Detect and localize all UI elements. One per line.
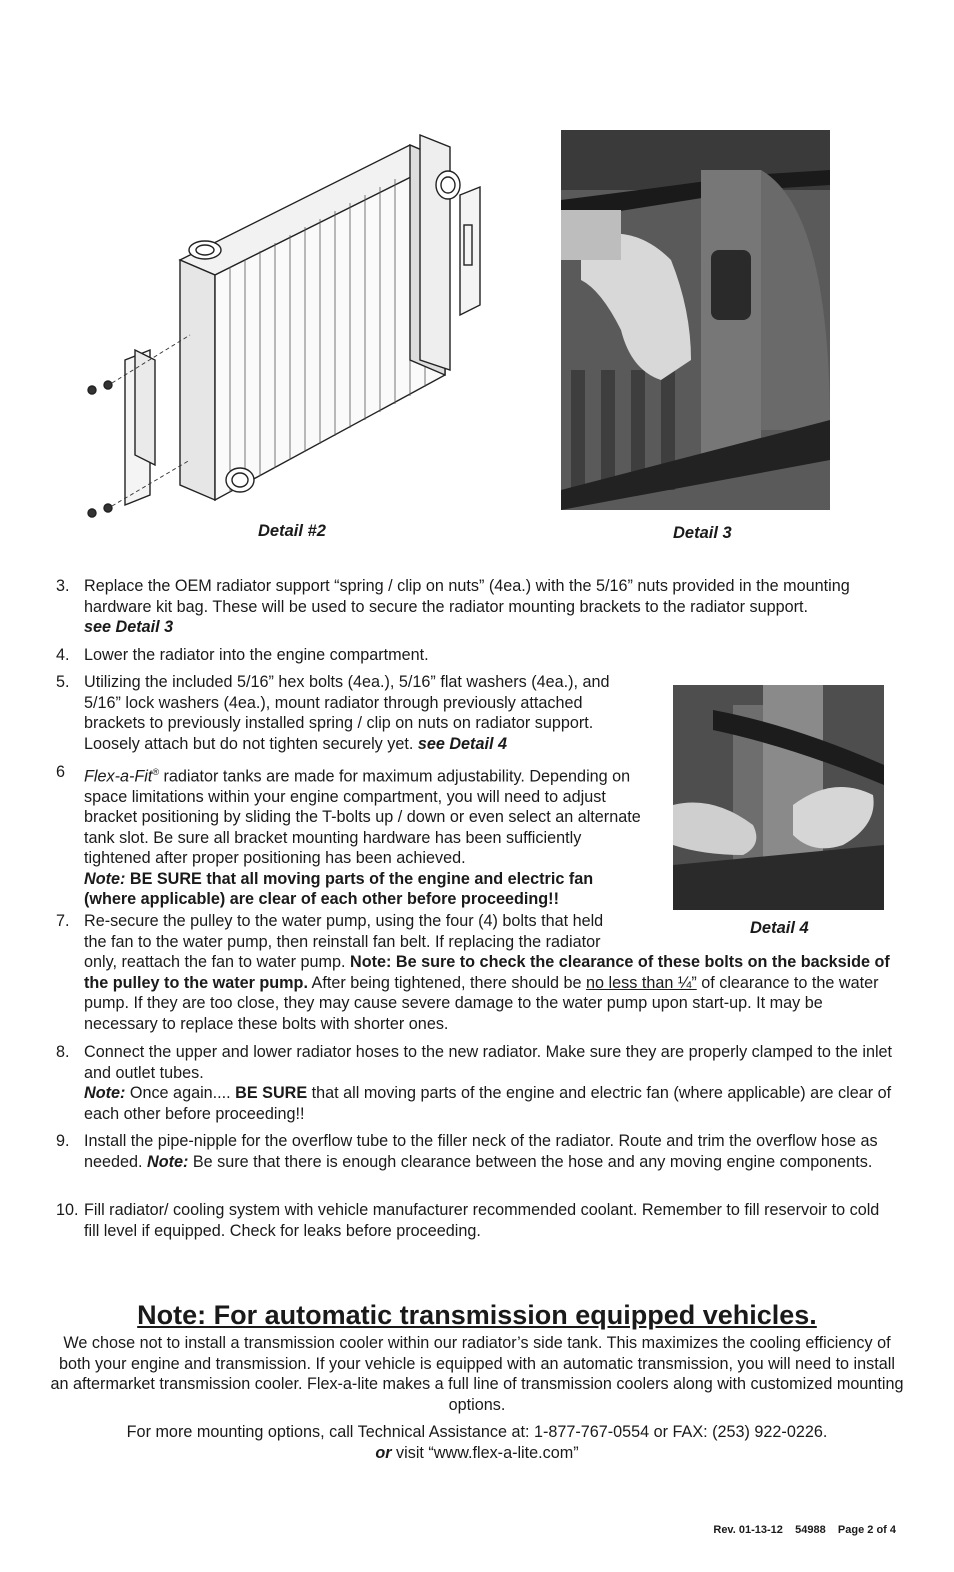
- contact-line: For more mounting options, call Technical Assistance at: 1-877-767-0554 or FAX: (253) 922-0226. or visit “www.flex-a-lite.com”: [126, 1423, 828, 1462]
- detail4-photo: [673, 685, 884, 910]
- radiator-exploded-diagram-icon: [80, 125, 500, 525]
- gloved-hand-photo-icon: [561, 130, 830, 510]
- note-title: Note: For automatic transmission equipped vehicles.: [137, 1300, 817, 1330]
- detail2-caption: Detail #2: [258, 522, 326, 540]
- detail4-caption: Detail 4: [750, 919, 809, 937]
- note-body: We chose not to install a transmission cooler within our radiator’s side tank. This maximizes the cooling efficiency of both your engine and transmission. If your vehicle is equipped with an automatic transmission, you will need to install an aftermarket transmission cooler. Flex-a-lite makes a full line of transmission coolers along with customized mounting options.: [50, 1334, 904, 1414]
- detail2-figure: [80, 125, 500, 525]
- footer-revision: Rev. 01-13-12 54988 Page 2 of 4: [713, 1524, 896, 1536]
- detail3-photo: [561, 130, 830, 510]
- detail3-caption: Detail 3: [673, 524, 732, 542]
- gloved-hands-bracket-photo-icon: [673, 685, 884, 910]
